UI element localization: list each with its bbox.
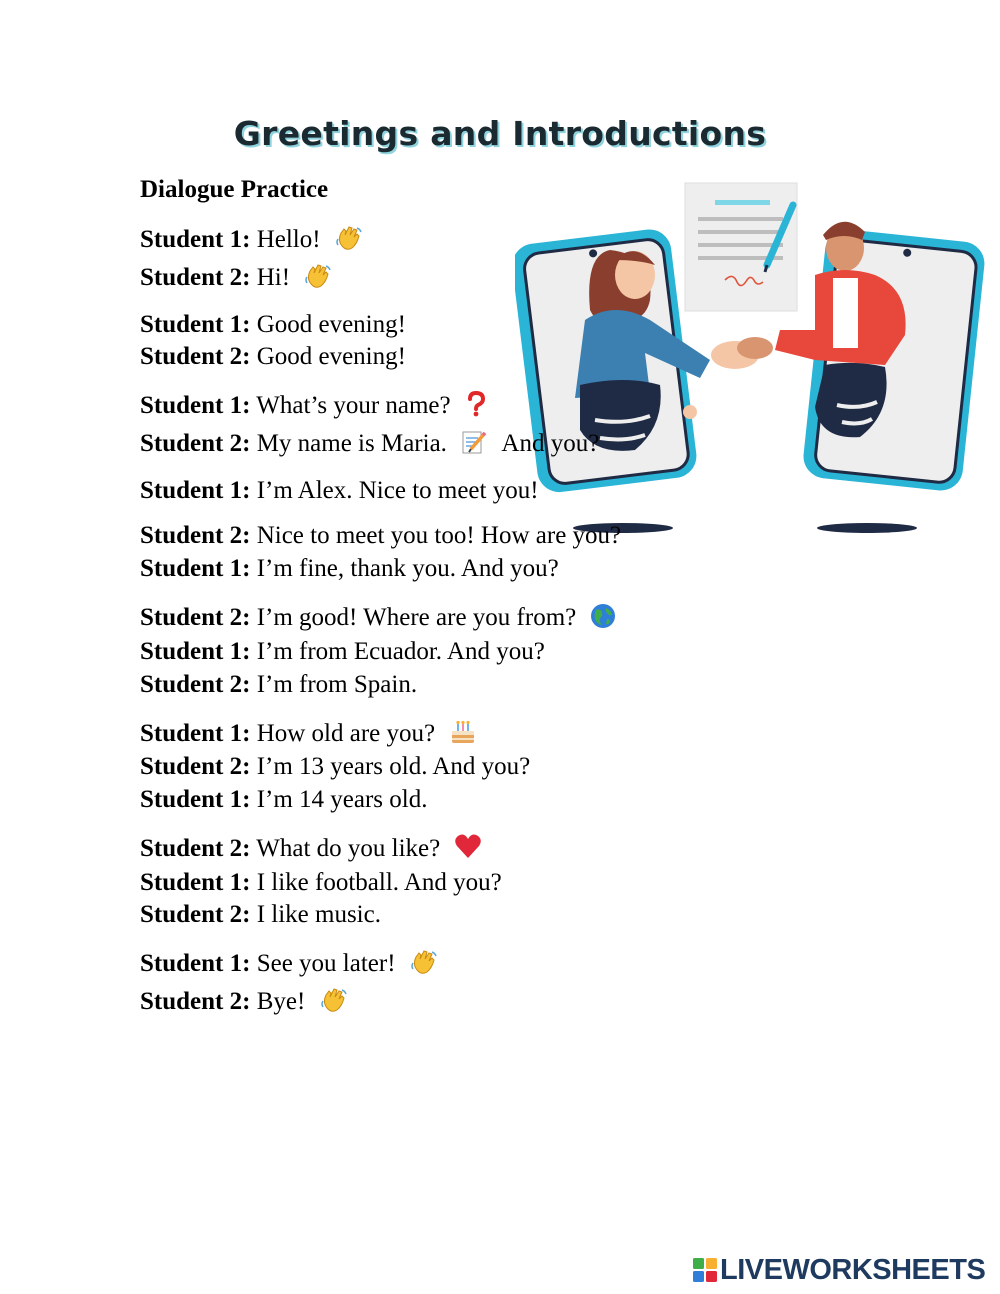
speaker-label: Student 2: [140, 835, 251, 862]
waving-hand-icon [304, 263, 332, 298]
speaker-label: Student 1: [140, 226, 251, 253]
dialogue-text: Hi! [256, 264, 291, 291]
speaker-label: Student 1: [140, 720, 251, 747]
handshake-illustration [515, 180, 985, 540]
speaker-label: Student 2: [140, 753, 251, 780]
speaker-label: Student 1: [140, 392, 251, 419]
dialogue-text: See you later! [256, 950, 396, 977]
dialogue-line [140, 309, 406, 341]
dialogue-text: I like music. [256, 901, 381, 928]
speaker-label: Student 2: [140, 264, 251, 291]
speaker-label: Student 2: [140, 901, 251, 928]
dialogue-line [140, 636, 545, 668]
dialogue-text: Good evening! [256, 343, 406, 370]
speaker-label: Student 2: [140, 988, 251, 1015]
memo-icon [461, 429, 487, 464]
waving-hand-icon [410, 949, 438, 984]
dialogue-line [140, 833, 482, 869]
dialogue-text: I’m 14 years old. [256, 786, 428, 813]
handshake-icon [711, 337, 773, 369]
dialogue-text: Hello! [256, 226, 321, 253]
speaker-label: Student 1: [140, 950, 251, 977]
speaker-label: Student 1: [140, 638, 251, 665]
dialogue-line [140, 475, 539, 507]
dialogue-text-after: And you? [501, 430, 600, 457]
dialogue-line [140, 341, 406, 373]
dialogue-text: I’m from Ecuador. And you? [256, 638, 545, 665]
dialogue-line [140, 224, 363, 260]
globe-icon [590, 603, 616, 638]
dialogue-text: I’m fine, thank you. And you? [256, 555, 559, 582]
dialogue-text: Bye! [256, 988, 306, 1015]
logo-text: LIVEWORKSHEETS [720, 1253, 986, 1286]
dialogue-line [140, 669, 417, 701]
dialogue-line [140, 948, 438, 984]
dialogue-line [140, 751, 530, 783]
speaker-label: Student 1: [140, 786, 251, 813]
birthday-cake-icon [449, 719, 477, 754]
dialogue-line [140, 390, 487, 426]
dialogue-text: What’s your name? [256, 392, 451, 419]
dialogue-line [140, 784, 427, 816]
dialogue-text: I’m good! Where are you from? [256, 604, 577, 631]
speaker-label: Student 1: [140, 311, 251, 338]
speaker-label: Student 2: [140, 671, 251, 698]
liveworksheets-logo[interactable] [693, 1253, 985, 1287]
section-subtitle: Dialogue Practice [140, 176, 329, 203]
heart-icon [454, 834, 482, 869]
dialogue-text: I’m from Spain. [256, 671, 418, 698]
dialogue-line [140, 718, 477, 754]
question-mark-icon [465, 391, 487, 426]
speaker-label: Student 2: [140, 604, 251, 631]
speaker-label: Student 2: [140, 430, 251, 457]
dialogue-line [140, 867, 502, 899]
dialogue-text: I’m 13 years old. And you? [256, 753, 531, 780]
liveworksheets-logo-icon [693, 1258, 717, 1282]
dialogue-text: Nice to meet you too! How are you? [256, 522, 622, 549]
waving-hand-icon [320, 987, 348, 1022]
dialogue-line [140, 262, 332, 298]
dialogue-line [140, 602, 616, 638]
dialogue-line [140, 986, 348, 1022]
dialogue-line [140, 899, 381, 931]
speaker-label: Student 1: [140, 555, 251, 582]
speaker-label: Student 1: [140, 869, 251, 896]
dialogue-text: My name is Maria. [256, 430, 447, 457]
dialogue-line [140, 553, 559, 585]
shadow-right [817, 523, 917, 533]
dialogue-text: I like football. And you? [256, 869, 502, 896]
dialogue-text: I’m Alex. Nice to meet you! [256, 477, 539, 504]
page-title: Greetings and Introductions [233, 114, 767, 153]
dialogue-text: What do you like? [256, 835, 441, 862]
dialogue-text: How old are you? [256, 720, 436, 747]
speaker-label: Student 2: [140, 522, 251, 549]
speaker-label: Student 1: [140, 477, 251, 504]
document-icon [685, 183, 797, 311]
waving-hand-icon [335, 225, 363, 260]
dialogue-line [140, 428, 599, 464]
dialogue-line [140, 520, 621, 552]
dialogue-text: Good evening! [256, 311, 406, 338]
speaker-label: Student 2: [140, 343, 251, 370]
